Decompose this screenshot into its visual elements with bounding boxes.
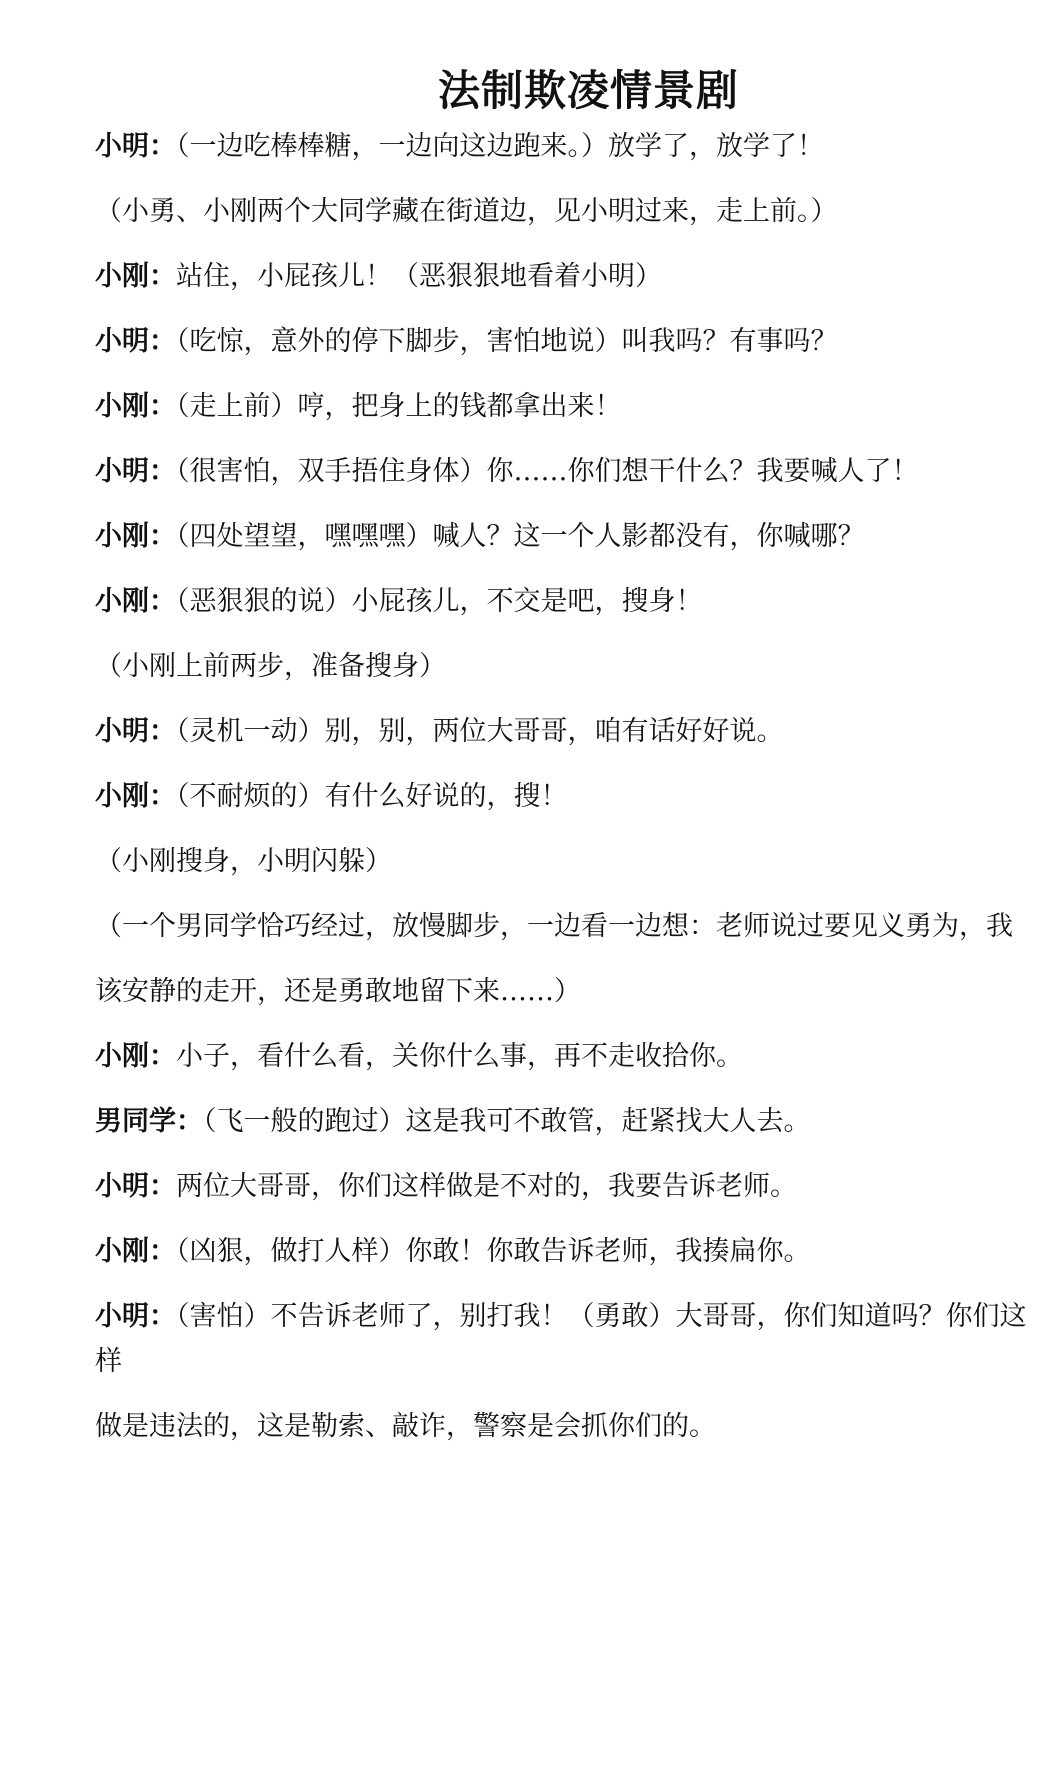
line-text: 两位大哥哥，你们这样做是不对的，我要告诉老师。 bbox=[176, 1171, 797, 1202]
script-line bbox=[95, 390, 1037, 424]
line-text: （恶狠狠的说）小屁孩儿，不交是吧，搜身！ bbox=[176, 586, 703, 617]
speaker-label: 小刚： bbox=[95, 1236, 176, 1267]
line-text: （一个男同学恰巧经过，放慢脚步，一边看一边想：老师说过要见义勇为，我 bbox=[95, 911, 1013, 942]
line-text: （一边吃棒棒糖，一边向这边跑来。）放学了，放学了！ bbox=[176, 131, 824, 162]
line-text: 站住，小屁孩儿！（恶狠狠地看着小明） bbox=[176, 261, 662, 292]
speaker-label: 小刚： bbox=[95, 1041, 176, 1072]
script-line bbox=[95, 780, 1037, 814]
speaker-label: 男同学： bbox=[95, 1106, 203, 1137]
speaker-label: 小明： bbox=[95, 131, 176, 162]
line-text: （走上前）哼，把身上的钱都拿出来！ bbox=[176, 391, 622, 422]
speaker-label: 小刚： bbox=[95, 586, 176, 617]
script-line bbox=[95, 975, 1037, 1009]
script-line bbox=[95, 1170, 1037, 1204]
line-text: （小刚搜身，小明闪躲） bbox=[95, 846, 392, 877]
line-text: 做是违法的，这是勒索、敲诈，警察是会抓你们的。 bbox=[95, 1411, 716, 1442]
script-line bbox=[95, 585, 1037, 619]
speaker-label: 小刚： bbox=[95, 781, 176, 812]
line-text: （不耐烦的）有什么好说的，搜！ bbox=[176, 781, 568, 812]
script-line bbox=[95, 520, 1037, 554]
speaker-label: 小明： bbox=[95, 716, 176, 747]
line-text: （小刚上前两步，准备搜身） bbox=[95, 651, 446, 682]
line-text: （很害怕，双手捂住身体）你……你们想干什么？我要喊人了！ bbox=[176, 456, 919, 487]
script-line bbox=[95, 1410, 1037, 1444]
line-text: （凶狠，做打人样）你敢！你敢告诉老师，我揍扁你。 bbox=[176, 1236, 811, 1267]
script-line bbox=[95, 715, 1037, 749]
script-line bbox=[95, 130, 1037, 164]
line-text: （四处望望，嘿嘿嘿）喊人？这一个人影都没有，你喊哪？ bbox=[176, 521, 865, 552]
speaker-label: 小刚： bbox=[95, 391, 176, 422]
speaker-label: 小明： bbox=[95, 456, 176, 487]
speaker-label: 小明： bbox=[95, 1171, 176, 1202]
line-text: 小子，看什么看，关你什么事，再不走收拾你。 bbox=[176, 1041, 743, 1072]
speaker-label: 小明： bbox=[95, 1301, 176, 1332]
speaker-label: 小刚： bbox=[95, 261, 176, 292]
script-line bbox=[95, 1105, 1037, 1139]
script-line bbox=[95, 325, 1037, 359]
script-line bbox=[95, 1040, 1037, 1074]
script-line bbox=[95, 910, 1037, 944]
speaker-label: 小刚： bbox=[95, 521, 176, 552]
line-text: （小勇、小刚两个大同学藏在街道边，见小明过来，走上前。） bbox=[95, 196, 838, 227]
speaker-label: 小明： bbox=[95, 326, 176, 357]
script-line bbox=[95, 845, 1037, 879]
script-line bbox=[95, 1345, 1037, 1379]
line-text: 该安静的走开，还是勇敢地留下来……） bbox=[95, 976, 581, 1007]
line-text: （灵机一动）别，别，两位大哥哥，咱有话好好说。 bbox=[176, 716, 784, 747]
script-line bbox=[95, 1235, 1037, 1269]
script-line bbox=[95, 650, 1037, 684]
script-line bbox=[95, 1300, 1037, 1334]
script-line bbox=[95, 455, 1037, 489]
line-text: （吃惊，意外的停下脚步，害怕地说）叫我吗？有事吗？ bbox=[176, 326, 838, 357]
line-text: （害怕）不告诉老师了，别打我！（勇敢）大哥哥，你们知道吗？你们这 bbox=[176, 1301, 1027, 1332]
line-text: （飞一般的跑过）这是我可不敢管，赶紧找大人去。 bbox=[203, 1106, 811, 1137]
script-line bbox=[95, 195, 1037, 229]
script-line bbox=[95, 260, 1037, 294]
document-title: 法制欺凌情景剧 bbox=[437, 66, 739, 115]
line-text: 样 bbox=[95, 1346, 122, 1377]
